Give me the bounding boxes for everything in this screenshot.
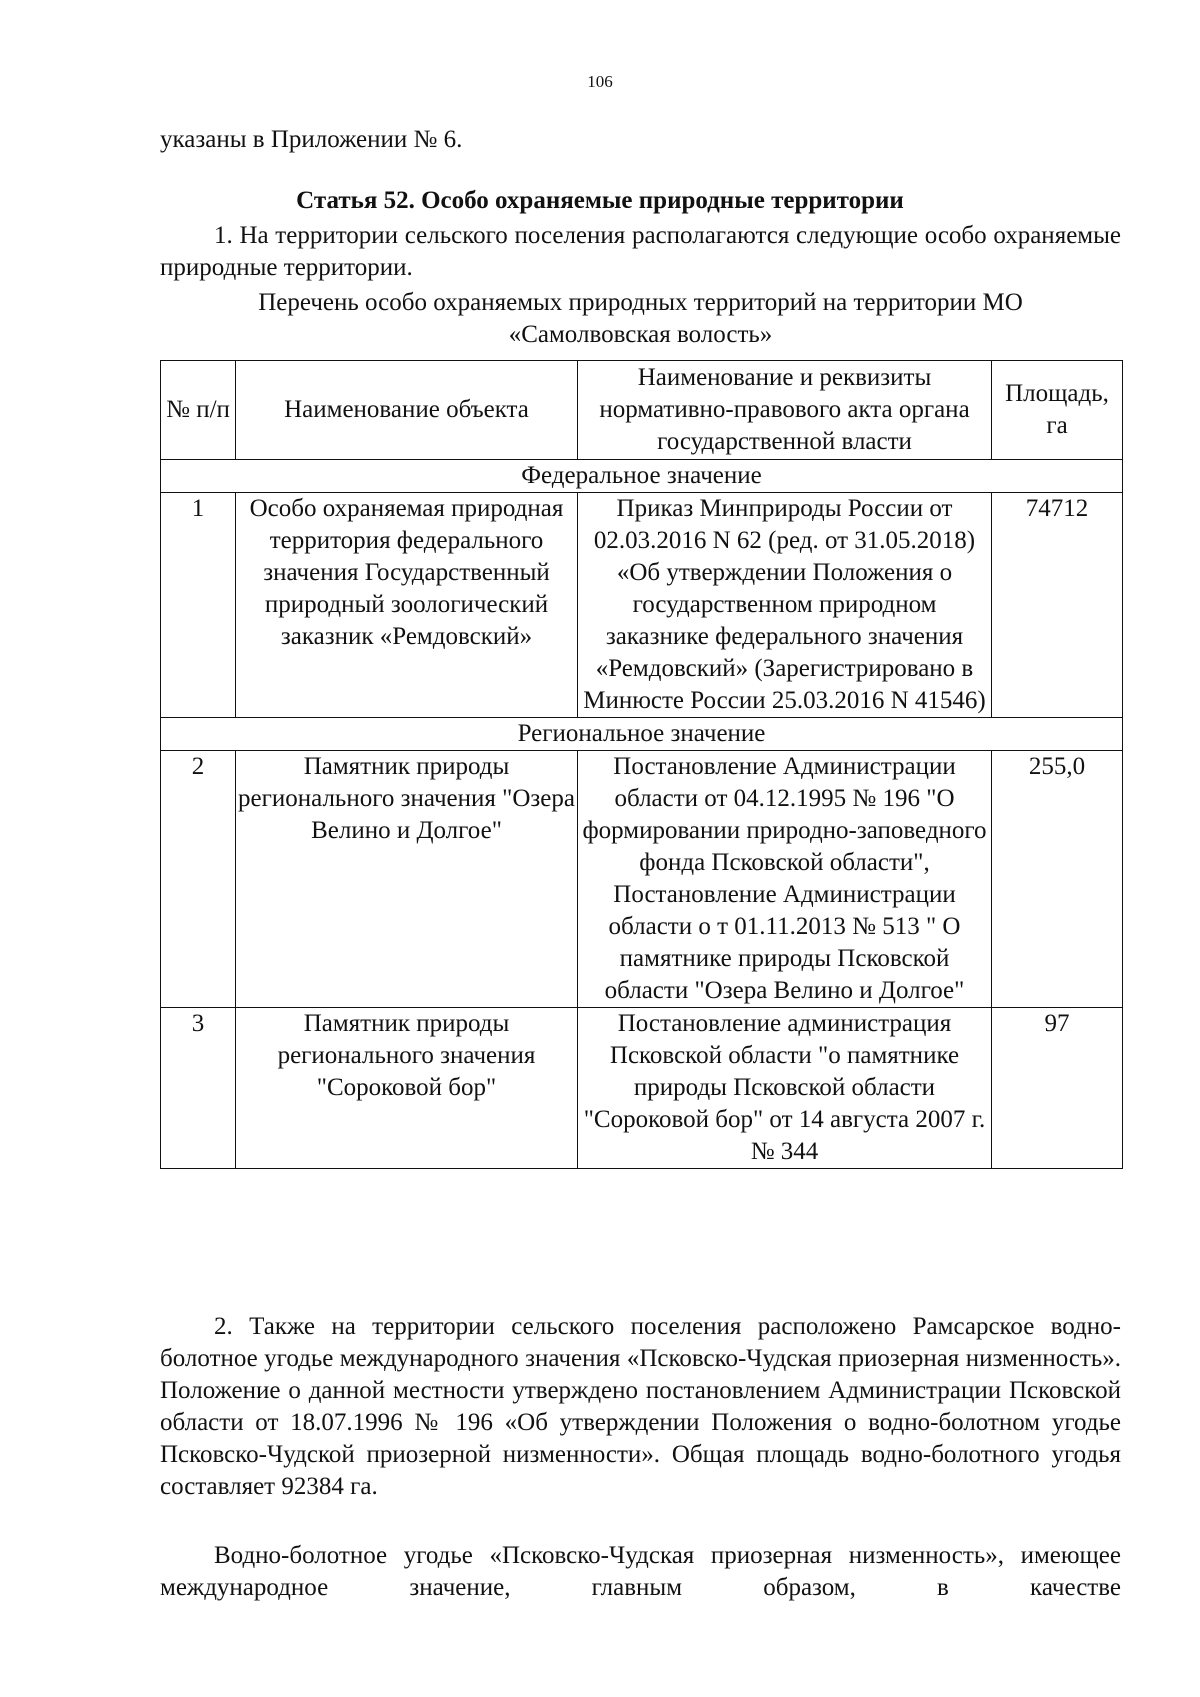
page-number: 106 — [587, 72, 613, 91]
list-title — [160, 287, 1121, 351]
group-row-regional — [161, 718, 1123, 751]
paragraph-2: 2. Также на территории сельского поселения расположено Рамсарское водно-болотное угодье международного значения «Псковско-Чудская приозерная низменность». Положение о данной местности утверждено постановлением Администрации Псковской области от 18.07.1996 № 196 «Об утверждении Положения о водно-болотном угодье Псковско-Чудской приозерной низменности». Общая площадь водно-болотного угодья составляет 92384 га. — [160, 1313, 1121, 1500]
table-row — [161, 1008, 1123, 1169]
row-num: 1 — [161, 493, 236, 718]
header-name: Наименование объекта — [236, 361, 578, 460]
protected-areas-table — [160, 360, 1123, 1169]
list-title-line-2: «Самолвовская волость» — [508, 321, 773, 348]
row-name: Особо охраняемая природная территория федерального значения Государственный природный зоологический заказник «Ремдовский» — [236, 493, 578, 718]
list-title-line-1: Перечень особо охраняемых природных территорий на территории МО — [258, 289, 1023, 316]
row-act: Приказ Минприроды России от 02.03.2016 N 62 (ред. от 31.05.2018) «Об утверждении Положения о государственном природном заказнике федерального значения «Ремдовский» (Зарегистрировано в Минюсте России 25.03.2016 N 41546) — [578, 493, 992, 718]
header-act: Наименование и реквизиты нормативно-правового акта органа государственной власти — [578, 361, 992, 460]
header-num: № п/п — [161, 361, 236, 460]
row-area: 97 — [992, 1008, 1123, 1169]
row-act: Постановление Администрации области от 04.12.1995 № 196 "О формировании природно-заповедного фонда Псковской области", Постановление Администрации области о т 01.11.2013 № 513 " О памятнике природы Псковской области "Озера Велино и Долгое" — [578, 751, 992, 1008]
table-row — [161, 493, 1123, 718]
row-num: 3 — [161, 1008, 236, 1169]
group-row-federal — [161, 460, 1123, 493]
header-area: Площадь, га — [992, 361, 1123, 460]
table-row — [161, 751, 1123, 1008]
row-name: Памятник природы регионального значения "Сороковой бор" — [236, 1008, 578, 1169]
table-header-row — [161, 361, 1123, 460]
group-title: Федеральное значение — [161, 460, 1123, 493]
row-area: 255,0 — [992, 751, 1123, 1008]
paragraph-1: 1. На территории сельского поселения располагаются следующие особо охраняемые природные территории. — [160, 222, 1121, 281]
paragraph-3: Водно-болотное угодье «Псковско-Чудская приозерная низменность», имеющее международное значение, главным образом, в качестве — [160, 1542, 1121, 1601]
row-name: Памятник природы регионального значения "Озера Велино и Долгое" — [236, 751, 578, 1008]
row-act: Постановление администрация Псковской области "о памятнике природы Псковской области "Сороковой бор" от 14 августа 2007 г. № 344 — [578, 1008, 992, 1169]
group-title: Региональное значение — [161, 718, 1123, 751]
row-num: 2 — [161, 751, 236, 1008]
intro-text: указаны в Приложении № 6. — [160, 126, 463, 153]
article-heading: Статья 52. Особо охраняемые природные территории — [296, 187, 904, 214]
row-area: 74712 — [992, 493, 1123, 718]
